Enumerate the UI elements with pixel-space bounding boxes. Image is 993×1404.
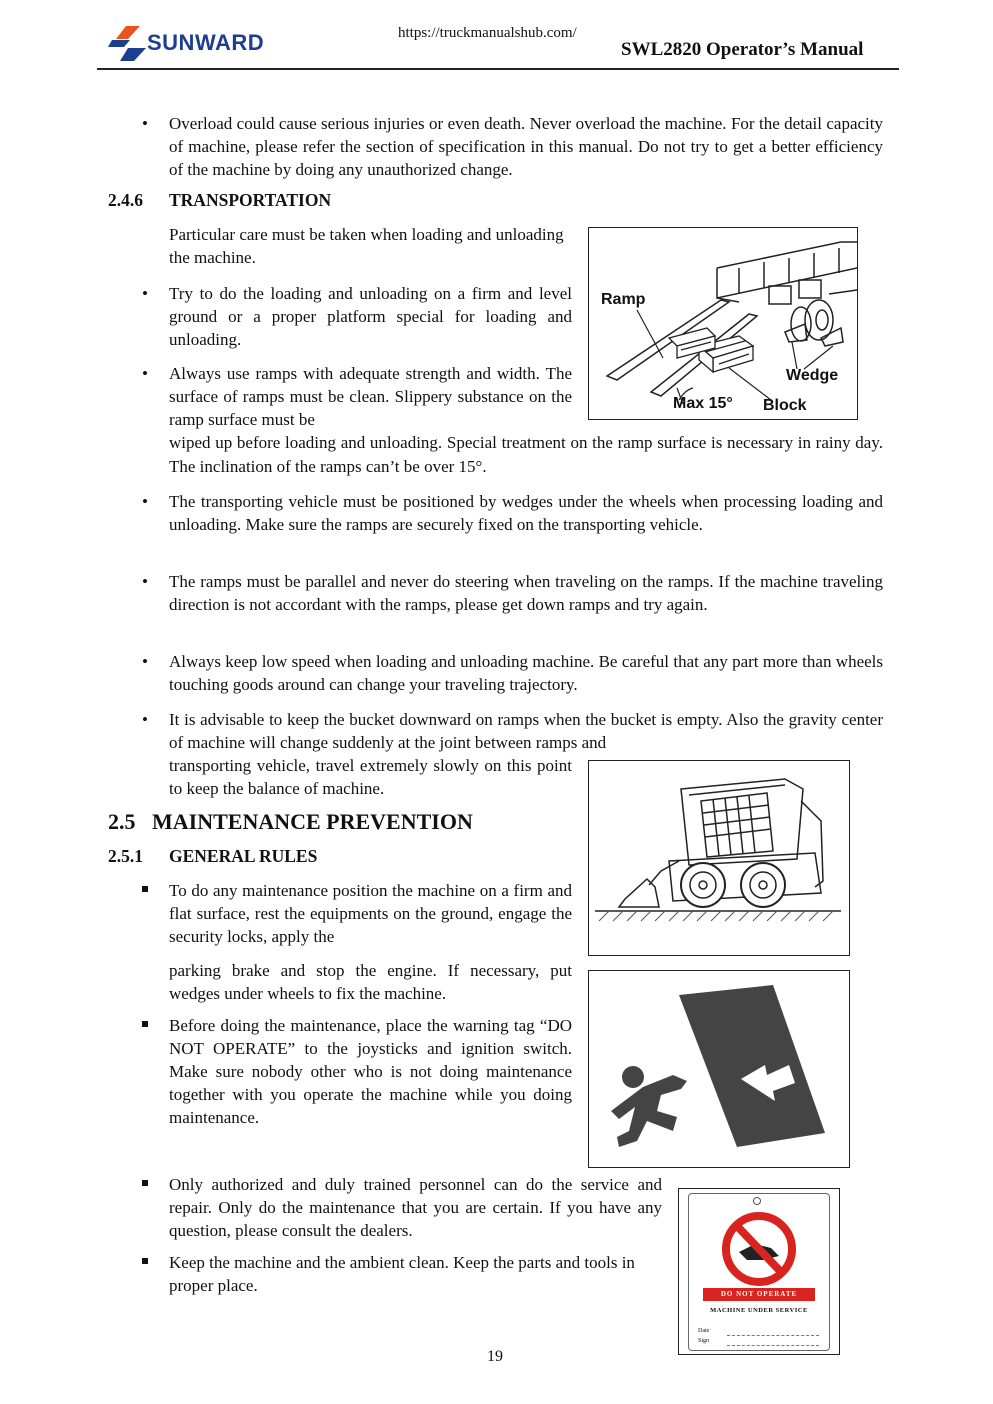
block-label: Block [763, 397, 807, 414]
section-number: 2.4.6 [108, 190, 143, 210]
square-bullet [142, 886, 148, 892]
tag-date-label: Date [698, 1328, 710, 1334]
header-url[interactable]: https://truckmanualshub.com/ [398, 25, 577, 41]
transport-bullet-2a: Always use ramps with adequate strength and width. The surface of ramps must be clean. Slippery substance on the ramp surface must be [169, 364, 572, 429]
bullet-dot: • [142, 284, 148, 303]
maintenance-title: MAINTENANCE PREVENTION [152, 809, 473, 834]
bullet-dot: • [142, 572, 148, 591]
ramp-loading-figure [588, 227, 858, 420]
brand-name: SUNWARD [147, 30, 265, 55]
maintenance-number: 2.5 [108, 809, 136, 834]
max-angle-label: Max 15° [673, 395, 733, 412]
square-bullet [142, 1258, 148, 1264]
overload-bullet: Overload could cause serious injuries or even death. Never overload the machine. For the detail capacity of machine, please refer the section of specification in this manual. Do not try to get a better efficiency of the machine by doing any unauthorized change. [169, 114, 883, 179]
bullet-dot: • [142, 364, 148, 383]
transport-intro: Particular care must be taken when loading and unloading the machine. [169, 225, 564, 267]
machine-under-service: MACHINE UNDER SERVICE [710, 1307, 808, 1314]
manual-title: SWL2820 Operator’s Manual [621, 39, 864, 60]
ramp-label: Ramp [601, 291, 646, 308]
tag-sign-line [727, 1345, 819, 1346]
square-bullet [142, 1021, 148, 1027]
rule-1a: To do any maintenance position the machine on a firm and flat surface, rest the equipments on the ground, engage the security locks, apply the [169, 881, 572, 946]
warning-tag [688, 1193, 830, 1351]
transport-bullet-5: Always keep low speed when loading and unloading machine. Be careful that any part more than wheels touching goods around can change your traveling trajectory. [169, 652, 883, 694]
transport-bullet-6b: transporting vehicle, travel extremely slowly on this point to keep the balance of machine. [169, 756, 572, 798]
ramp-illustration [589, 228, 857, 419]
rule-2: Before doing the maintenance, place the warning tag “DO NOT OPERATE” to the joysticks and ignition switch. Make sure nobody other who is not doing maintenance together with you operate the machine while you doing maintenance. [169, 1016, 572, 1127]
rule-4: Keep the machine and the ambient clean. Keep the parts and tools in proper place. [169, 1253, 635, 1295]
page-number: 19 [487, 1348, 503, 1365]
square-bullet [142, 1180, 148, 1186]
wedge-label: Wedge [786, 367, 839, 384]
section-title: TRANSPORTATION [169, 190, 332, 210]
bullet-dot: • [142, 710, 148, 729]
header-rule [97, 68, 899, 70]
transport-bullet-4: The ramps must be parallel and never do steering when traveling on the ramps. If the machine traveling direction is not accordant with the ramps, please get down ramps and try again. [169, 572, 883, 614]
transport-bullet-3: The transporting vehicle must be positioned by wedges under the wheels when processing loading and unloading. Make sure the ramps are securely fixed on the transporting vehicle. [169, 492, 883, 534]
skid-steer-figure [588, 760, 850, 956]
transport-bullet-1: Try to do the loading and unloading on a firm and level ground or a proper platform special for loading and unloading. [169, 284, 572, 349]
do-not-operate-tag-figure [678, 1188, 840, 1355]
rule-3: Only authorized and duly trained personnel can do the service and repair. Only do the maintenance that you are certain. If you have any question, please consult the dealers. [169, 1175, 662, 1240]
tag-sign-label: Sign [698, 1338, 710, 1344]
tag-hole [753, 1197, 761, 1205]
tag-date-line [727, 1335, 819, 1336]
bullet-dot: • [142, 492, 148, 511]
bullet-dot: • [142, 652, 148, 671]
slip-warning-icon [589, 971, 849, 1167]
subsection-number: 2.5.1 [108, 846, 143, 866]
transport-bullet-2b: wiped up before loading and unloading. Special treatment on the ramp surface is necessary in rainy day. The inclination of the ramps can’t be over 15°. [169, 433, 883, 476]
no-step-figure [588, 970, 850, 1168]
bullet-dot: • [142, 114, 148, 133]
header [0, 0, 993, 70]
do-not-operate-banner: DO NOT OPERATE [703, 1288, 815, 1301]
rule-1b: parking brake and stop the engine. If necessary, put wedges under wheels to fix the machine. [169, 961, 572, 1003]
transport-bullet-6a: It is advisable to keep the bucket downward on ramps when the bucket is empty. Also the gravity center of machine will change suddenly at the joint between ramps and [169, 710, 883, 752]
skid-steer-loader-icon [589, 761, 849, 955]
subsection-title: GENERAL RULES [169, 846, 318, 866]
prohibition-icon [713, 1210, 805, 1288]
sunward-logo [108, 26, 148, 62]
